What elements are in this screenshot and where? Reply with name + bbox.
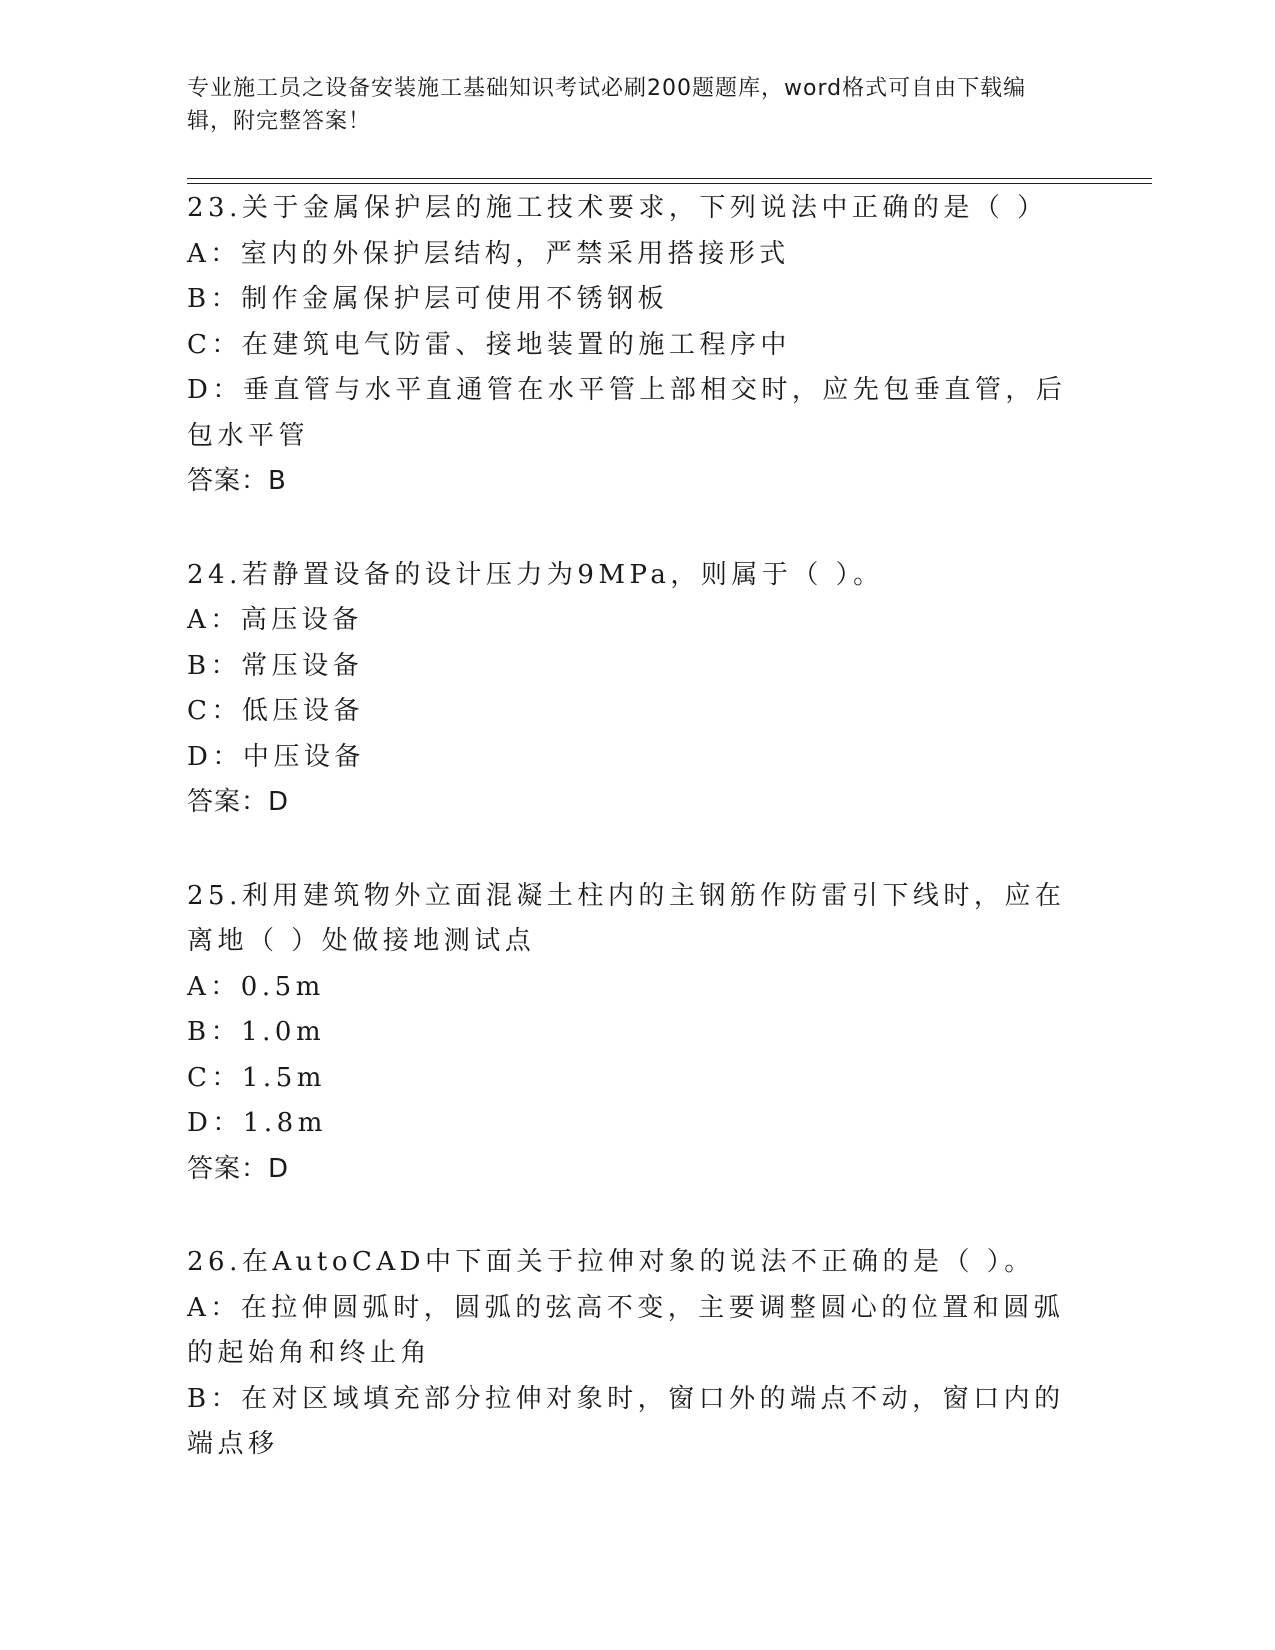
option-d: D：1.8m: [187, 1108, 327, 1138]
answer-line: 答案：D: [187, 1153, 290, 1184]
option-d: D：垂直管与水平直通管在水平管上部相交时，应先包垂直管，后包水平管: [187, 375, 1067, 451]
answer-line: 答案：D: [187, 787, 290, 817]
question-stem: 23.关于金属保护层的施工技术要求，下列说法中正确的是（ ）: [187, 193, 1048, 223]
option-b: B：常压设备: [187, 650, 364, 681]
option-c: C：在建筑电气防雷、接地装置的施工程序中: [187, 329, 791, 360]
question-26: [187, 1240, 1087, 1468]
option-a: A：高压设备: [187, 605, 363, 635]
option-c: C：1.5m: [187, 1062, 326, 1093]
question-24: [187, 553, 1087, 826]
option-b: B：在对区域填充部分拉伸对象时，窗口外的端点不动，窗口内的端点移: [187, 1383, 1065, 1459]
option-a: A：0.5m: [187, 971, 325, 1002]
option-d: D：中压设备: [187, 741, 365, 772]
option-c: C：低压设备: [187, 696, 364, 726]
question-stem: 24.若静置设备的设计压力为9MPa，则属于（ ）。: [187, 559, 884, 590]
option-b: B：1.0m: [187, 1017, 326, 1047]
question-stem: 25.利用建筑物外立面混凝土柱内的主钢筋作防雷引下线时，应在离地（ ）处做接地测试点: [187, 880, 1066, 956]
question-23: [187, 186, 1087, 505]
header-divider-top: [187, 178, 1152, 179]
question-25: [187, 874, 1087, 1193]
option-b: B：制作金属保护层可使用不锈钢板: [187, 284, 669, 314]
question-list: [187, 186, 1087, 1516]
option-a: A：在拉伸圆弧时，圆弧的弦高不变，主要调整圆心的位置和圆弧的起始角和终止角: [187, 1292, 1065, 1368]
option-a: A：室内的外保护层结构，严禁采用搭接形式: [187, 238, 790, 269]
header-divider-bottom: [187, 183, 1152, 184]
document-header: [187, 72, 1067, 138]
answer-line: 答案：B: [187, 466, 287, 496]
header-title: 专业施工员之设备安装施工基础知识考试必刷200题题库，word格式可自由下载编辑，附完整答案！: [187, 76, 1027, 134]
question-stem: 26.在AutoCAD中下面关于拉伸对象的说法不正确的是（ ）。: [187, 1247, 1035, 1277]
